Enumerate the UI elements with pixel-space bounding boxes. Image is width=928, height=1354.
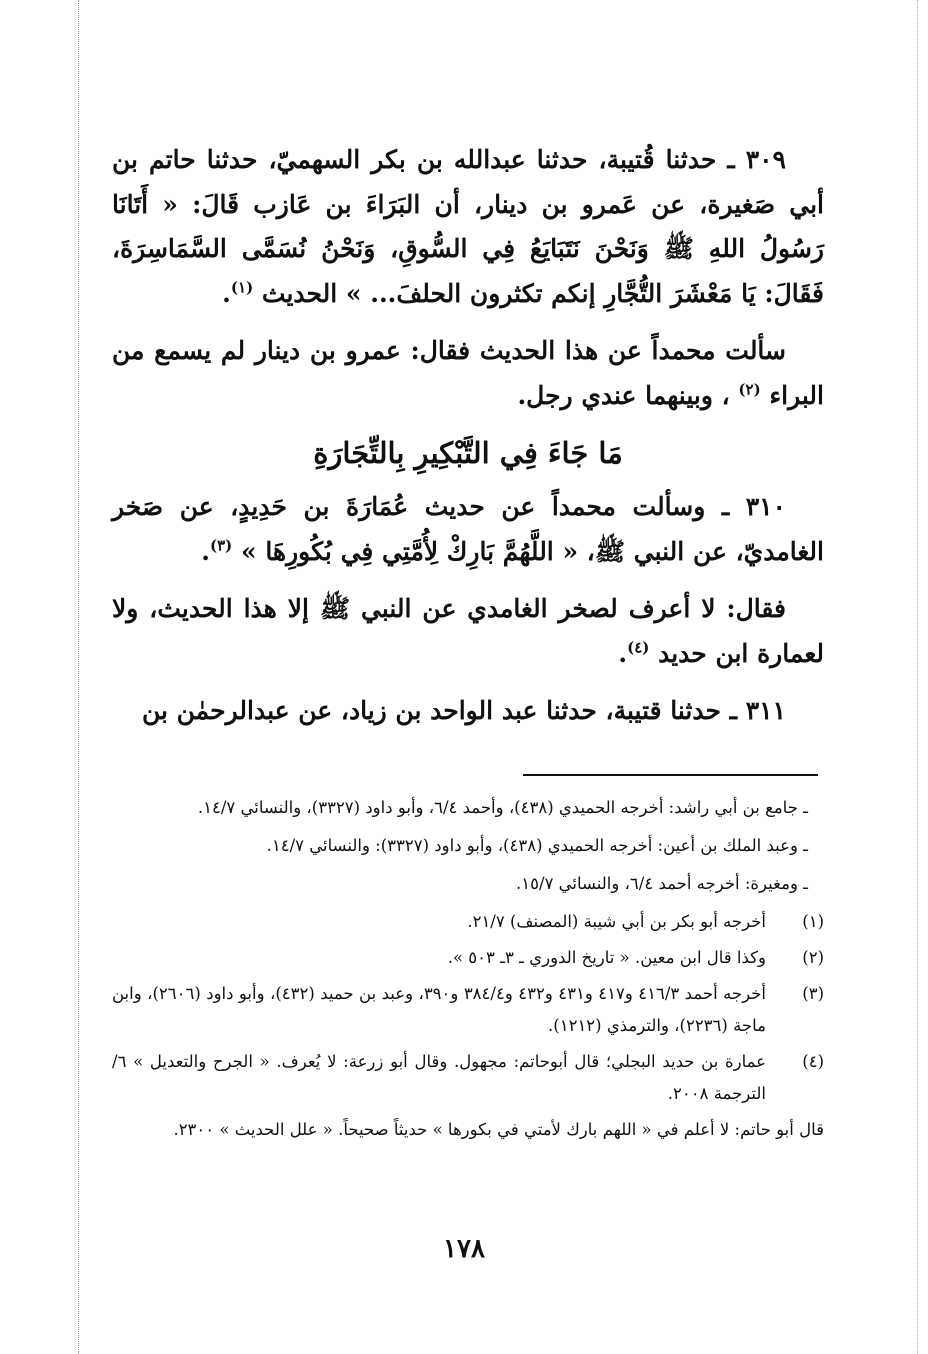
footnote-ref-1[interactable]: (١)	[230, 278, 254, 297]
footnote-pre-3: ـ ومغيرة: أخرجه أحمد ٦/٤، والنسائي ١٥/٧.	[516, 874, 808, 893]
footnote-ref-2[interactable]: (٢)	[738, 380, 761, 399]
footnote-number: (١)	[802, 912, 824, 931]
footnote-pre-2: ـ وعبد الملك بن أعين: أخرجه الحميدي (٤٣٨)، وأبو داود (٣٣٢٧): والنسائي ١٤/٧.	[266, 836, 808, 855]
footnote-2	[112, 942, 824, 974]
footnote-text: وكذا قال ابن معين. « تاريخ الدوري ـ ٣ـ ٥٠٣ ».	[447, 948, 766, 967]
hadith-309: ٣٠٩ ـ حدثنا قُتيبة، حدثنا عبدالله بن بكر السهميّ، حدثنا حاتم بن أبي صَغيرة، عن عَمرو بن دينار، أن البَرَاءَ بن عَازب قَالَ: « أَتَانَا رَسُولُ اللهِ ﷺ وَنَحْنَ نَتَبَايَعُ فِي السُّوقِ، وَنَحْنُ نُسَمَّى السَّمَاسِرَةَ، فَقَالَ: يَا مَعْشَرَ التُّجَّارِ إنكم تكثرون الحلفَ... » الحديث $^{(١)}$.	[112, 145, 824, 308]
footnote-1	[112, 906, 824, 938]
footnote-post: قال أبو حاتم: لا أعلم في « اللهم بارك لأمتي في بكورها » حديثاً صحيحاً. « علل الحديث » ٢٣٠٠.	[173, 1120, 824, 1139]
footnote-text: عمارة بن حديد البجلي؛ قال أبوحاتم: مجهول. وقال أبو زرعة: لا يُعرف. « الجرح والتعديل » ٦/ الترجمة ٢٠٠٨.	[112, 1052, 766, 1103]
footnote-separator	[523, 774, 818, 776]
scan-margin-line	[78, 0, 79, 1354]
footnote-number: (٣)	[802, 984, 824, 1003]
footnote-3	[112, 978, 824, 1042]
footnote-pre-1: ـ جامع بن أبي راشد: أخرجه الحميدي (٤٣٨)، وأحمد ٦/٤، وأبو داود (٣٣٢٧)، والنسائي ١٤/٧.	[197, 798, 808, 817]
chapter-heading: مَا جَاءَ فِي التَّبْكِيرِ بِالتِّجَارَةِ	[313, 436, 623, 470]
page-number: ١٧٨	[443, 1234, 485, 1264]
footnote-text: أخرجه أبو بكر بن أبي شيبة (المصنف) ٢١/٧.	[467, 912, 766, 931]
footnotes	[112, 792, 824, 1152]
footnote-4	[112, 1046, 824, 1110]
scan-margin-line-right	[917, 0, 918, 1354]
footnote-text: أخرجه أحمد ٤١٦/٣ و٤١٧ و٤٣١ و٤٣٢ و٣٨٤/٤ و٣٩٠، وعبد بن حميد (٤٣٢)، وأبو داود (٢٦٠٦)، وابن ماجة (٢٢٣٦)، والترمذي (١٢١٢).	[112, 984, 767, 1035]
main-text	[112, 138, 824, 747]
footnote-ref-3[interactable]: (٣)	[209, 536, 233, 555]
footnote-ref-4[interactable]: (٤)	[627, 638, 650, 657]
footnote-number: (٤)	[802, 1052, 824, 1071]
hadith-309-comment: سألت محمداً عن هذا الحديث فقال: عمرو بن دينار لم يسمع من البراء $^{(٢)}$ ، وبينهما عندي رجل.	[112, 336, 824, 410]
hadith-310-comment: فقال: لا أعرف لصخر الغامدي عن النبي ﷺ إلا هذا الحديث، ولا لعمارة ابن حديد $^{(٤)}$.	[112, 594, 824, 668]
footnote-number: (٢)	[802, 948, 824, 967]
hadith-310: ٣١٠ ـ وسألت محمداً عن حديث عُمَارَةَ بن حَدِيدٍ، عن صَخر الغامديّ، عن النبي ﷺ، « اللَّهُمَّ بَارِكْ لِأُمَّتِي فِي بُكُورِهَا » $^{(٣)}$.	[112, 492, 824, 566]
hadith-311: ٣١١ ـ حدثنا قتيبة، حدثنا عبد الواحد بن زياد، عن عبدالرحمٰن بن	[141, 696, 786, 725]
